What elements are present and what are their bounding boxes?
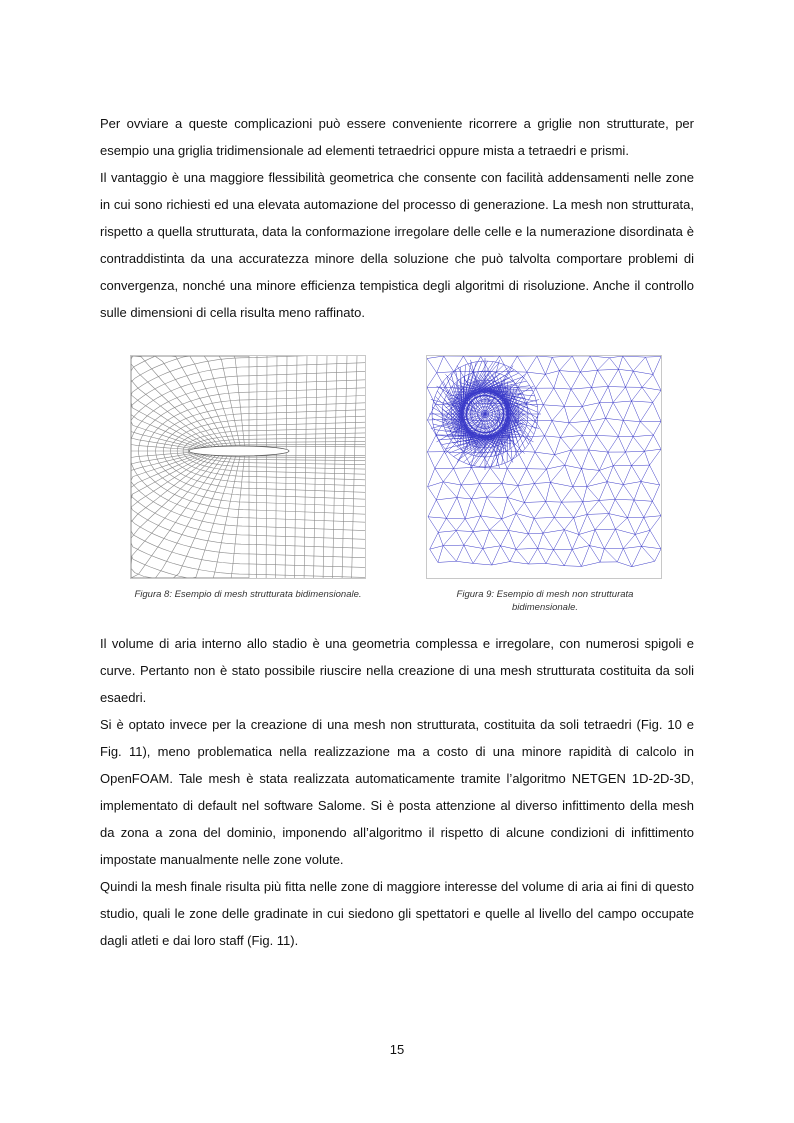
page-number: 15	[389, 1042, 405, 1057]
text-block-bottom	[100, 630, 694, 954]
figure-8-caption: Figura 8: Esempio di mesh strutturata bidimensionale.	[134, 589, 362, 600]
figure-structured-mesh	[130, 355, 366, 579]
paragraph: Il volume di aria interno allo stadio è una geometria complessa e irregolare, con numerosi spigoli e curve. Pertanto non è stato possibile riuscire nella creazione di una mesh strutturata costituita da soli esaedri.	[100, 636, 694, 705]
paragraph: Per ovviare a queste complicazioni può essere conveniente ricorrere a griglie non strutturate, per esempio una griglia tridimensionale ad elementi tetraedrici oppure mista a tetraedri e prismi.	[100, 116, 694, 158]
paragraph: Il vantaggio è una maggiore flessibilità geometrica che consente con facilità addensamenti nelle zone in cui sono richiesti ed una elevata automazione del processo di generazione. La mesh non strutturata, rispetto a quella strutturata, data la conformazione irregolare delle celle e la numerazione disordinata è contraddistinta da una accuratezza minore della soluzione che può talvolta comportare problemi di convergenza, nonché una minore efficienza tempistica degli algoritmi di risoluzione. Anche il controllo sulle dimensioni di cella risulta meno raffinato.	[100, 170, 694, 320]
paragraph: Quindi la mesh finale risulta più fitta nelle zone di maggiore interesse del volume di aria ai fini di questo studio, quali le zone delle gradinate in cui siedono gli spettatori e quelle al livello del campo occupate dagli atleti e dai loro staff (Fig. 11).	[100, 879, 694, 948]
structured-mesh-image	[130, 355, 366, 579]
paragraph: Si è optato invece per la creazione di una mesh non strutturata, costituita da soli tetraedri (Fig. 10 e Fig. 11), meno problematica nella realizzazione ma a costo di una minore rapidità di calcolo in OpenFOAM. Tale mesh è stata realizzata automaticamente tramite l’algoritmo NETGEN 1D-2D-3D, implementato di default nel software Salome. Si è posta attenzione al diverso infittimento della mesh da zona a zona del dominio, imponendo all’algoritmo il rispetto di alcune condizioni di infittimento impostate manualmente nelle zone volute.	[100, 717, 694, 867]
unstructured-mesh-image	[426, 355, 662, 579]
figure-9-caption: Figura 9: Esempio di mesh non strutturata bidimensionale.	[456, 589, 634, 613]
text-block-top	[100, 110, 694, 326]
figure-unstructured-mesh	[426, 355, 662, 579]
